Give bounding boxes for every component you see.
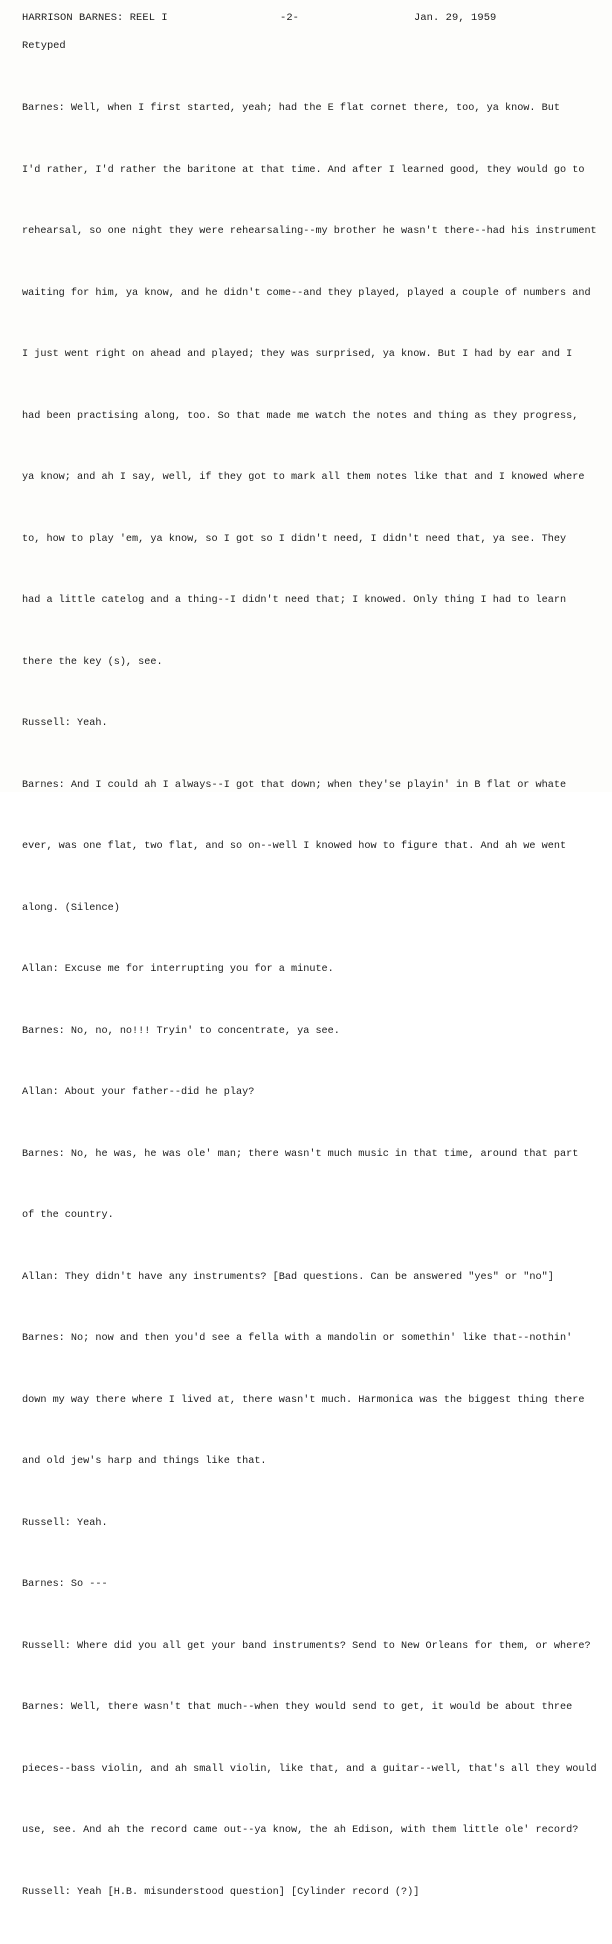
transcript-line: Russell: Where did you all get your band instruments? Send to New Orleans for them, or where? — [22, 1640, 591, 1652]
transcript-line: Barnes: No; now and then you'd see a fella with a mandolin or somethin' like that--nothin' — [22, 1333, 573, 1344]
header-title: HARRISON BARNES: REEL I — [22, 12, 168, 24]
transcript-line: Barnes: No, no, no!!! Tryin' to concentrate, ya see. — [22, 1025, 340, 1037]
transcript-line: along. (Silence) — [22, 902, 120, 914]
transcript-line: Allan: About your father--did he play? — [22, 1087, 255, 1098]
page-header — [22, 12, 592, 28]
retyped-note: Retyped — [22, 40, 66, 52]
transcript-line: Barnes: So --- — [22, 1579, 108, 1590]
transcript-line: Barnes: No, he was, he was ole' man; there wasn't much music in that time, around that part — [22, 1148, 579, 1160]
transcript-line: Allan: They didn't have any instruments? [Bad questions. Can be answered "yes" or "no"] — [22, 1271, 554, 1283]
page-number: -2- — [280, 12, 300, 24]
transcript-line: of the country. — [22, 1210, 114, 1221]
transcript-line: Barnes: And I could ah I always--I got that down; when they'se playin' in B flat or whate — [22, 779, 567, 791]
transcript-line: had a little catelog and a thing--I didn't need that; I knowed. Only thing I had to learn — [22, 595, 567, 606]
transcript-line: waiting for him, ya know, and he didn't come--and they played, played a couple of numbers and — [22, 287, 591, 299]
transcript-line: Russell: Yeah. — [22, 1517, 108, 1529]
transcript-line: I just went right on ahead and played; they was surprised, ya know. But I had by ear and I — [22, 349, 573, 360]
transcript-line: Barnes: Well, when I first started, yeah; had the E flat cornet there, too, ya know. But — [22, 103, 560, 114]
transcript-line: pieces--bass violin, and ah small violin, like that, and a guitar--well, that's all they would — [22, 1763, 597, 1775]
transcript-line: Russell: Yeah [H.B. misunderstood question] [Cylinder record (?)] — [22, 1886, 420, 1898]
transcript-body — [22, 58, 597, 1944]
transcript-line: Barnes: Well, there wasn't that much--when they would send to get, it would be about three — [22, 1702, 573, 1713]
transcript-line: rehearsal, so one night they were rehearsaling--my brother he wasn't there--had his instrument — [22, 226, 597, 237]
transcript-line: I'd rather, I'd rather the baritone at that time. And after I learned good, they would go to — [22, 164, 585, 176]
transcript-line: Allan: Excuse me for interrupting you for a minute. — [22, 964, 334, 975]
transcript-line: Russell: Yeah. — [22, 718, 108, 729]
transcript-line: ever, was one flat, two flat, and so on--well I knowed how to figure that. And ah we went — [22, 841, 567, 852]
transcript-line: there the key (s), see. — [22, 656, 163, 668]
transcript-line: ya know; and ah I say, well, if they got to mark all them notes like that and I knowed where — [22, 472, 585, 483]
transcript-line: use, see. And ah the record came out--ya know, the ah Edison, with them little ole' record? — [22, 1825, 579, 1836]
header-date: Jan. 29, 1959 — [414, 12, 497, 24]
transcript-line: down my way there where I lived at, there wasn't much. Harmonica was the biggest thing there — [22, 1394, 585, 1406]
transcript-line: to, how to play 'em, ya know, so I got so I didn't need, I didn't need that, ya see. They — [22, 533, 567, 545]
transcript-line: had been practising along, too. So that made me watch the notes and thing as they progress, — [22, 410, 579, 422]
transcript-line: and old jew's harp and things like that. — [22, 1456, 267, 1467]
